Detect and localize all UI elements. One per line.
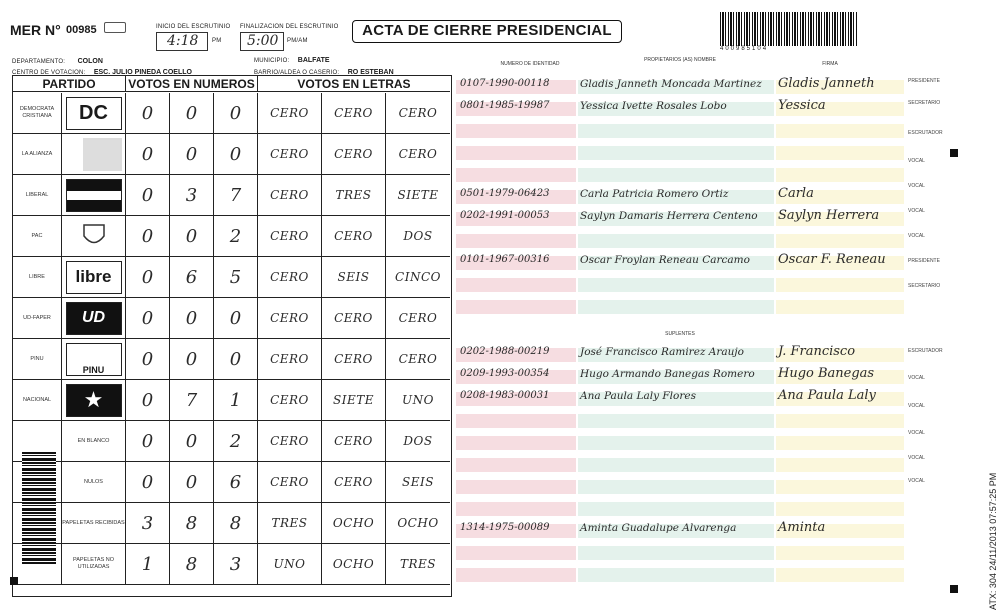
party-name: PINU xyxy=(30,355,44,362)
vote-digit: 0 xyxy=(125,380,169,420)
vote-digit: 7 xyxy=(213,175,257,215)
member-signature: Gladis Janneth xyxy=(778,76,875,91)
vote-digit: 2 xyxy=(213,216,257,256)
signature-row xyxy=(456,520,904,538)
summary-row xyxy=(13,544,450,585)
vote-word: CERO xyxy=(321,216,385,256)
vote-digit: 0 xyxy=(125,421,169,461)
vote-digit: 6 xyxy=(213,462,257,502)
vote-digit: 0 xyxy=(125,216,169,256)
role-label: PRESIDENTE xyxy=(908,78,940,84)
party-name: UD-FAPER xyxy=(23,314,51,321)
col-name-header: PROPIETARIOS (AS) NOMBRE xyxy=(644,57,716,63)
party-logo-cell xyxy=(61,134,125,174)
signature-row xyxy=(456,502,904,516)
mer-label: MER N° xyxy=(10,22,61,38)
vote-word: CERO xyxy=(321,339,385,379)
id-cell xyxy=(456,234,576,248)
suplentes-header: SUPLENTES xyxy=(665,331,695,337)
member-signature: Ana Paula Laly xyxy=(778,388,876,403)
vote-word: CERO xyxy=(321,421,385,461)
party-name: PAC xyxy=(31,232,43,239)
member-signature: Oscar F. Reneau xyxy=(778,252,886,267)
member-id: 0202-1991-00053 xyxy=(460,210,550,221)
party-logo-cell xyxy=(61,339,125,379)
col-partido: PARTIDO xyxy=(13,76,125,92)
sign-cell xyxy=(776,546,904,560)
barcode-top xyxy=(720,12,858,46)
vote-digit: 0 xyxy=(213,339,257,379)
summary-label: PAPELETAS NO UTILIZADAS xyxy=(61,544,125,584)
vote-word: CERO xyxy=(257,134,321,174)
member-name: Carla Patricia Romero Ortiz xyxy=(580,188,729,200)
signature-row xyxy=(456,146,904,160)
mer-number: 00985 xyxy=(66,24,97,36)
vote-word: DOS xyxy=(385,216,450,256)
name-cell xyxy=(578,414,774,428)
vote-digit: 0 xyxy=(213,134,257,174)
vote-digit: 0 xyxy=(169,339,213,379)
signature-row xyxy=(456,234,904,248)
party-logo xyxy=(66,220,122,253)
party-row xyxy=(13,175,450,216)
summary-label: EN BLANCO xyxy=(61,421,125,461)
departamento-value: COLON xyxy=(77,58,103,65)
vote-digit: 0 xyxy=(169,134,213,174)
vote-digit: 0 xyxy=(125,93,169,133)
summary-row xyxy=(13,462,450,503)
name-cell xyxy=(578,502,774,516)
name-cell xyxy=(578,436,774,450)
vote-digit: 0 xyxy=(125,339,169,379)
party-logo xyxy=(66,302,122,335)
vote-word: CERO xyxy=(385,93,450,133)
name-cell xyxy=(578,124,774,138)
sign-cell xyxy=(776,278,904,292)
role-label: VOCAL xyxy=(908,183,925,189)
id-cell xyxy=(456,546,576,560)
signature-row xyxy=(456,98,904,116)
member-signature: Aminta xyxy=(778,520,826,535)
vote-digit: 0 xyxy=(125,134,169,174)
party-logo-cell xyxy=(61,216,125,256)
vote-word: CINCO xyxy=(385,257,450,297)
vote-word: SIETE xyxy=(385,175,450,215)
vote-digit: 0 xyxy=(169,93,213,133)
party-name: LIBRE xyxy=(29,273,45,280)
vote-word: CERO xyxy=(321,93,385,133)
signature-row xyxy=(456,168,904,182)
party-logo xyxy=(66,138,122,171)
vote-digit: 0 xyxy=(125,257,169,297)
vote-word: DOS xyxy=(385,421,450,461)
id-cell xyxy=(456,480,576,494)
vote-word: CERO xyxy=(385,134,450,174)
party-row xyxy=(13,257,450,298)
vote-word: CERO xyxy=(257,298,321,338)
sign-cell xyxy=(776,458,904,472)
sign-cell xyxy=(776,568,904,582)
vote-word: CERO xyxy=(385,339,450,379)
sign-cell xyxy=(776,124,904,138)
party-row xyxy=(13,298,450,339)
role-label: ESCRUTADOR xyxy=(908,130,943,136)
member-signature: J. Francisco xyxy=(778,344,856,359)
fin-time: 5:00 xyxy=(247,33,279,49)
role-label: VOCAL xyxy=(908,375,925,381)
signature-row xyxy=(456,186,904,204)
signature-row xyxy=(456,568,904,582)
vote-word: SIETE xyxy=(321,380,385,420)
id-cell xyxy=(456,568,576,582)
sign-cell xyxy=(776,168,904,182)
member-name: Gladis Janneth Moncada Martinez xyxy=(580,78,762,90)
role-label: SECRETARIO xyxy=(908,100,941,106)
signature-row xyxy=(456,252,904,270)
registration-mark xyxy=(950,585,958,593)
name-cell xyxy=(578,546,774,560)
vote-digit: 3 xyxy=(169,175,213,215)
barrio-label: BARRIO/ALDEA O CASERIO: xyxy=(254,70,340,76)
vote-word: CERO xyxy=(321,134,385,174)
vote-digit: 7 xyxy=(169,380,213,420)
party-logo-text: UD xyxy=(81,309,106,326)
member-id: 0209-1993-00354 xyxy=(460,368,550,379)
vote-word: TRES xyxy=(385,544,450,584)
vote-word: TRES xyxy=(257,503,321,543)
id-cell xyxy=(456,502,576,516)
name-cell xyxy=(578,480,774,494)
role-label: VOCAL xyxy=(908,430,925,436)
name-cell xyxy=(578,146,774,160)
vote-table xyxy=(12,75,452,597)
signature-row xyxy=(456,480,904,494)
sign-cell xyxy=(776,502,904,516)
name-cell xyxy=(578,458,774,472)
vote-word: SEIS xyxy=(385,462,450,502)
name-cell xyxy=(578,568,774,582)
vote-word: SEIS xyxy=(321,257,385,297)
signature-row xyxy=(456,300,904,314)
inicio-time-box xyxy=(156,32,208,51)
party-row xyxy=(13,380,450,421)
sign-cell xyxy=(776,414,904,428)
fin-label: FINALIZACION DEL ESCRUTINIO xyxy=(240,24,339,30)
party-logo xyxy=(66,343,122,376)
vote-word: CERO xyxy=(321,298,385,338)
member-name: Ana Paula Laly Flores xyxy=(580,390,696,402)
vote-digit: 0 xyxy=(125,298,169,338)
summary-label: NULOS xyxy=(61,462,125,502)
role-label: VOCAL xyxy=(908,478,925,484)
signature-row xyxy=(456,76,904,94)
vote-word: UNO xyxy=(257,544,321,584)
id-cell xyxy=(456,124,576,138)
member-id: 0101-1967-00316 xyxy=(460,254,550,265)
party-logo xyxy=(66,261,122,294)
role-label: SECRETARIO xyxy=(908,283,941,289)
member-name: Hugo Armando Banegas Romero xyxy=(580,368,755,380)
page-title: ACTA DE CIERRE PRESIDENCIAL xyxy=(352,20,622,43)
inicio-suffix: PM xyxy=(212,38,222,44)
role-label: VOCAL xyxy=(908,233,925,239)
vote-digit: 5 xyxy=(213,257,257,297)
vote-word: CERO xyxy=(257,93,321,133)
signature-row xyxy=(456,208,904,226)
vote-word: CERO xyxy=(321,462,385,502)
party-logo-text: PINU xyxy=(82,364,105,375)
id-cell xyxy=(456,278,576,292)
inicio-time: 4:18 xyxy=(167,33,199,49)
party-logo: ★ xyxy=(66,384,122,417)
id-cell xyxy=(456,414,576,428)
id-cell xyxy=(456,458,576,472)
sign-cell xyxy=(776,436,904,450)
signature-row xyxy=(456,124,904,138)
party-logo-cell xyxy=(61,93,125,133)
vote-word: UNO xyxy=(385,380,450,420)
vote-digit: 0 xyxy=(125,462,169,502)
member-name: Yessica Ivette Rosales Lobo xyxy=(580,100,727,112)
member-signature: Hugo Banegas xyxy=(778,366,875,381)
vote-word: CERO xyxy=(257,339,321,379)
summary-row xyxy=(13,503,450,544)
name-cell xyxy=(578,278,774,292)
vote-digit: 0 xyxy=(169,421,213,461)
role-label: PRESIDENTE xyxy=(908,258,940,264)
member-signature: Saylyn Herrera xyxy=(778,208,880,223)
member-signature: Yessica xyxy=(778,98,826,113)
name-cell xyxy=(578,234,774,248)
member-id: 1314-1975-00089 xyxy=(460,522,550,533)
id-cell xyxy=(456,436,576,450)
signature-row xyxy=(456,278,904,292)
member-id: 0501-1979-06423 xyxy=(460,188,550,199)
vote-word: OCHO xyxy=(321,503,385,543)
signature-row xyxy=(456,414,904,428)
id-cell xyxy=(456,146,576,160)
signature-row xyxy=(456,344,904,362)
vote-digit: 0 xyxy=(169,298,213,338)
signature-row xyxy=(456,436,904,450)
barcode-side xyxy=(22,452,56,564)
party-row xyxy=(13,134,450,175)
vote-word: OCHO xyxy=(385,503,450,543)
vote-word: CERO xyxy=(257,175,321,215)
party-logo-text: libre xyxy=(75,267,112,286)
party-row xyxy=(13,216,450,257)
id-cell xyxy=(456,168,576,182)
party-row xyxy=(13,339,450,380)
member-id: 0107-1990-00118 xyxy=(460,78,550,89)
party-name: LA ALIANZA xyxy=(21,150,53,157)
name-cell xyxy=(578,168,774,182)
registration-mark xyxy=(10,577,18,585)
vote-digit: 0 xyxy=(213,93,257,133)
member-name: Oscar Froylan Reneau Carcamo xyxy=(580,254,750,266)
departamento-label: DEPARTAMENTO: xyxy=(12,59,66,65)
party-logo-cell xyxy=(61,175,125,215)
cne-logo xyxy=(104,22,126,33)
party-logo-text: DC xyxy=(79,101,108,124)
vote-digit: 2 xyxy=(213,421,257,461)
sign-cell xyxy=(776,234,904,248)
party-logo-cell xyxy=(61,380,125,420)
col-numeros: VOTOS EN NUMEROS xyxy=(125,76,257,92)
party-logo-cell xyxy=(61,257,125,297)
vote-word: TRES xyxy=(321,175,385,215)
sign-cell xyxy=(776,300,904,314)
vote-word: CERO xyxy=(385,298,450,338)
name-cell xyxy=(578,300,774,314)
barrio-value: RO ESTEBAN xyxy=(347,69,394,76)
inicio-label: INICIO DEL ESCRUTINIO xyxy=(156,24,231,30)
signature-row xyxy=(456,366,904,384)
party-name: NACIONAL xyxy=(22,396,52,403)
sign-cell xyxy=(776,480,904,494)
centro-value: ESC. JULIO PINEDA COELLO xyxy=(93,69,192,76)
vote-digit: 0 xyxy=(169,216,213,256)
summary-label: PAPELETAS RECIBIDAS xyxy=(61,503,125,543)
id-cell xyxy=(456,300,576,314)
member-id: 0208-1983-00031 xyxy=(460,390,550,401)
party-logo-cell xyxy=(61,298,125,338)
vote-digit: 0 xyxy=(125,175,169,215)
col-letras: VOTOS EN LETRAS xyxy=(257,76,450,92)
member-signature: Carla xyxy=(778,186,814,201)
party-name: LIBERAL xyxy=(25,191,49,198)
vote-word: CERO xyxy=(257,257,321,297)
col-sign-header: FIRMA xyxy=(822,61,838,67)
timestamp-stamp: ATX: 304 24/11/2013 07:57:25 PM xyxy=(988,472,998,610)
vote-digit: 6 xyxy=(169,257,213,297)
vote-digit: 8 xyxy=(169,503,213,543)
party-name: DEMOCRATA CRISTIANA xyxy=(19,106,55,119)
role-label: ESCRUTADOR xyxy=(908,348,943,354)
barcode-digits: 400985104 xyxy=(720,46,769,52)
role-label: VOCAL xyxy=(908,403,925,409)
member-name: José Francisco Ramirez Araujo xyxy=(580,346,744,358)
vote-word: CERO xyxy=(257,380,321,420)
member-name: Aminta Guadalupe Alvarenga xyxy=(580,522,737,534)
fin-suffix: PM/AM xyxy=(287,38,308,44)
vote-digit: 0 xyxy=(169,462,213,502)
signature-row xyxy=(456,388,904,406)
registration-mark xyxy=(950,149,958,157)
vote-word: OCHO xyxy=(321,544,385,584)
member-id: 0202-1988-00219 xyxy=(460,346,550,357)
role-label: VOCAL xyxy=(908,158,925,164)
member-name: Saylyn Damaris Herrera Centeno xyxy=(580,210,758,222)
vote-digit: 0 xyxy=(213,298,257,338)
centro-label: CENTRO DE VOTACION: xyxy=(12,70,86,76)
vote-word: CERO xyxy=(257,462,321,502)
vote-digit: 8 xyxy=(213,503,257,543)
vote-digit: 3 xyxy=(213,544,257,584)
vote-word: CERO xyxy=(257,216,321,256)
role-label: VOCAL xyxy=(908,455,925,461)
signature-row xyxy=(456,546,904,560)
vote-digit: 1 xyxy=(125,544,169,584)
municipio-value: BALFATE xyxy=(297,57,330,64)
summary-row xyxy=(13,421,450,462)
party-logo xyxy=(66,97,122,130)
vote-word: CERO xyxy=(257,421,321,461)
member-id: 0801-1985-19987 xyxy=(460,100,550,111)
municipio-label: MUNICIPIO: xyxy=(254,58,290,64)
vote-digit: 3 xyxy=(125,503,169,543)
col-id-header: NUMERO DE IDENTIDAD xyxy=(500,61,560,67)
role-label: VOCAL xyxy=(908,208,925,214)
vote-digit: 1 xyxy=(213,380,257,420)
party-logo xyxy=(66,179,122,212)
sign-cell xyxy=(776,146,904,160)
vote-digit: 8 xyxy=(169,544,213,584)
party-row xyxy=(13,93,450,134)
signature-row xyxy=(456,458,904,472)
